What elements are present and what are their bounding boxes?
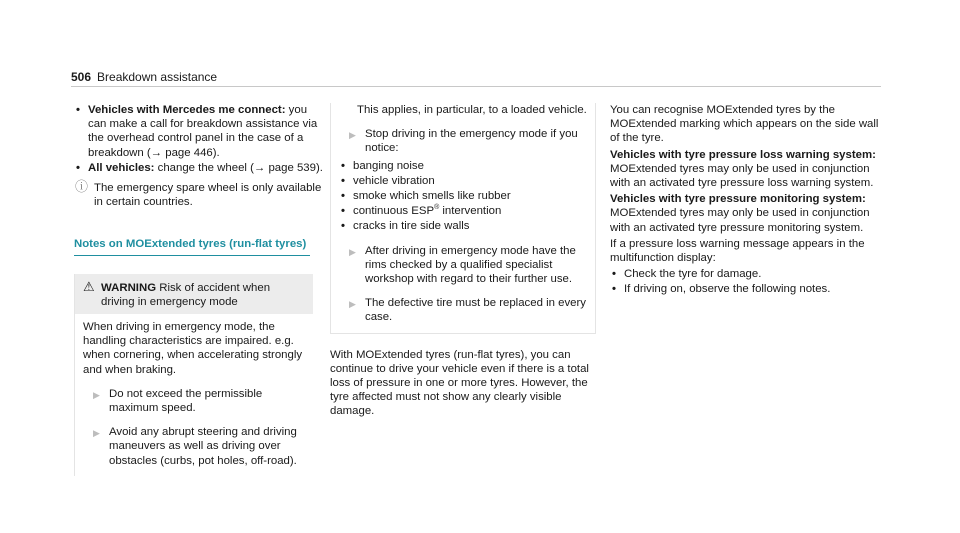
- page-number: 506: [71, 70, 92, 84]
- arrow-icon: ▶: [93, 389, 100, 400]
- list-item: • Check the tyre for damage.: [610, 267, 880, 281]
- column-2: [330, 103, 595, 421]
- step-item: ▶ Stop driving in the emergency mode if you notice:: [349, 128, 578, 155]
- warning-header: ⚠ WARNING Risk of accident when driving in emergency mode: [75, 274, 313, 314]
- paragraph: Vehicles with tyre pressure monitoring system: MOExtended tyres may only be used in conjunction with an activated tyre pressure monitoring system.: [610, 193, 870, 234]
- list-item: • cracks in tire side walls: [339, 219, 587, 233]
- page-header: [71, 70, 881, 87]
- arrow-icon: ▶: [349, 130, 356, 141]
- list-item: • If driving on, observe the following notes.: [610, 282, 880, 296]
- list-item: • smoke which smells like rubber: [339, 189, 587, 203]
- paragraph: With MOExtended tyres (run-flat tyres), you can continue to drive your vehicle even if there is a total loss of pressure in one or more tyres. However, the tyre affected must not show any clearly visible damage.: [330, 348, 589, 418]
- step-item: ▶ After driving in emergency mode have the rims checked by a qualified specialist workshop with regard to their further use.: [349, 244, 576, 286]
- warning-box-continued: This applies, in particular, to a loaded vehicle. ▶ Stop driving in the emergency mode if you notice: • banging noise • vehicle vibration • smoke which smells like rubber • continuous ESP® intervention • cracks in tire side walls ▶ After driving in emergency mode have the rims checked by a qualified specialist workshop with regard to their further use. ▶ The defective tire must be replaced in every case.: [330, 103, 596, 334]
- arrow-icon: ▶: [93, 428, 100, 439]
- column-1: [74, 103, 324, 476]
- list-item: • vehicle vibration: [339, 174, 587, 188]
- warning-icon: ⚠: [83, 278, 95, 294]
- paragraph: You can recognise MOExtended tyres by the MOExtended marking which appears on the side wall of the tyre.: [610, 104, 879, 145]
- info-icon: ⓘ: [75, 179, 89, 195]
- arrow-icon: ▶: [349, 246, 356, 257]
- warning-body: When driving in emergency mode, the handling characteristics are impaired. e.g. when cornering, when accelerating strongly and when braking. ▶ Do not exceed the permissible maximum speed. ▶ Avoid any abrupt steering and driving maneuvers as well as driving over obstacles (curbs, pot holes, off-road).: [75, 314, 313, 476]
- list-item: • banging noise: [339, 159, 587, 173]
- list-item: • Vehicles with Mercedes me connect: you can make a call for breakdown assistance via the overhead control panel in the case of a breakdown (→ page 446).: [74, 103, 324, 160]
- list-item: • All vehicles: change the wheel (→ page 539).: [74, 161, 324, 175]
- arrow-icon: ▶: [349, 299, 356, 310]
- step-item: ▶ Avoid any abrupt steering and driving maneuvers as well as driving over obstacles (curbs, pot holes, off-road).: [93, 426, 297, 467]
- step-item: ▶ The defective tire must be replaced in every case.: [349, 297, 586, 324]
- paragraph: Vehicles with tyre pressure loss warning system: MOExtended tyres may only be used in conjunction with an activated tyre pressure loss warning system.: [610, 148, 876, 190]
- column-3: [610, 103, 880, 298]
- info-note: ⓘ The emergency spare wheel is only available in certain countries.: [75, 179, 322, 209]
- section-heading: Notes on MOExtended tyres (run-flat tyres): [74, 237, 310, 255]
- paragraph: If a pressure loss warning message appears in the multifunction display:: [610, 237, 865, 265]
- page-title: Breakdown assistance: [97, 70, 218, 84]
- warning-box: [74, 274, 313, 476]
- list-item: • continuous ESP® intervention: [339, 204, 587, 218]
- step-item: ▶ Do not exceed the permissible maximum speed.: [93, 387, 263, 415]
